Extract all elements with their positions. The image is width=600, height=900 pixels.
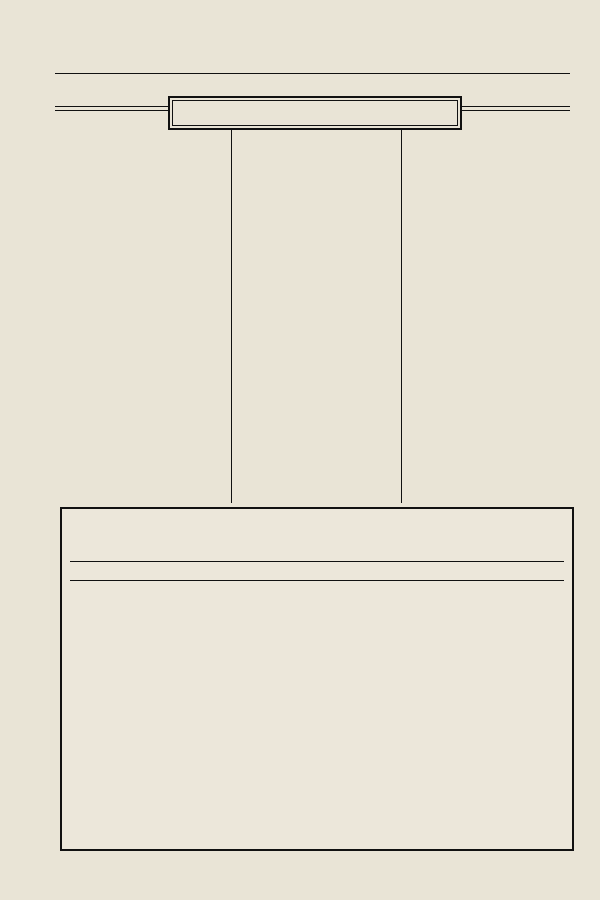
pharmacy-table-header xyxy=(70,561,564,581)
column-divider-1 xyxy=(231,128,232,503)
title-rule-left xyxy=(55,106,168,107)
title-rule-left-2 xyxy=(55,110,168,111)
column-divider-2 xyxy=(401,128,402,503)
title-rule-right-2 xyxy=(460,110,570,111)
section-title-box xyxy=(168,96,462,130)
pharmacy-box xyxy=(60,507,574,851)
header-rule xyxy=(55,73,570,74)
page-header xyxy=(55,50,570,72)
title-rule-right xyxy=(460,106,570,107)
